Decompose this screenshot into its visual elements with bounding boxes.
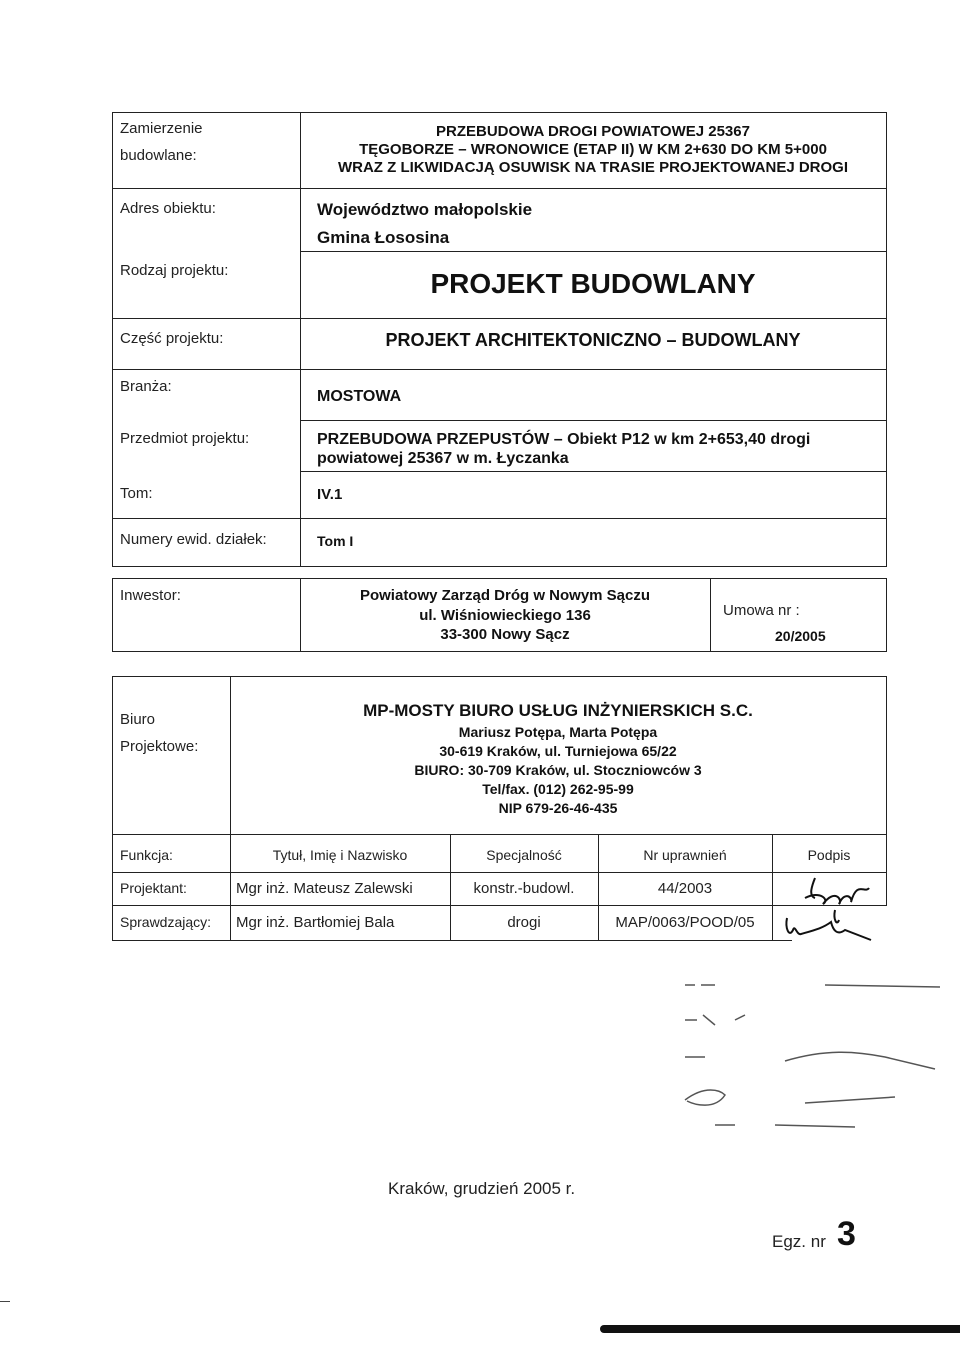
czesc-label: Część projektu: [120,330,224,347]
staff-header-spec: Specjalność [486,847,562,863]
project-title-line-1: PRZEBUDOWA DROGI POWIATOWEJ 25367 [436,123,750,140]
czesc-value: PROJEKT ARCHITEKTONICZNO – BUDOWLANY [385,330,801,350]
staff-row-2-name: Mgr inż. Bartłomiej Bala [236,914,395,931]
numery-value: Tom I [317,533,354,549]
investor-line-3: 33-300 Nowy Sącz [440,626,570,643]
staff-row-2-funkcja: Sprawdzający: [120,914,212,930]
edge-mark [0,1301,10,1302]
branza-label: Branża: [120,378,172,395]
office-name: MP-MOSTY BIURO USŁUG INŻYNIERSKICH S.C. [363,701,753,720]
staff-header-name: Tytuł, Imię i Nazwisko [272,847,408,863]
staff-row-2-spec: drogi [507,914,541,931]
zamierzenie-label-2: budowlane: [120,147,197,164]
investor-line-2: ul. Wiśniowieckiego 136 [419,607,591,624]
umowa-value: 20/2005 [775,628,826,644]
staff-header-funkcja: Funkcja: [120,847,173,863]
umowa-label: Umowa nr : [723,602,800,619]
investor-line-1: Powiatowy Zarząd Dróg w Nowym Sączu [359,587,651,604]
official-stamp [675,965,945,1135]
adres-line-1: Województwo małopolskie [317,200,533,219]
staff-row-1-nr: 44/2003 [657,880,713,897]
adres-label: Adres obiektu: [120,200,216,217]
office-line-1: Mariusz Potępa, Marta Potępa [458,724,658,740]
przedmiot-line-1: PRZEBUDOWA PRZEPUSTÓW – Obiekt P12 w km 2+653,40 drogi [317,431,811,448]
rodzaj-label: Rodzaj projektu: [120,262,229,279]
copy-label: Egz. nr [772,1232,826,1251]
rodzaj-value: PROJEKT BUDOWLANY [430,268,756,299]
staff-row-1-funkcja: Projektant: [120,880,187,896]
przedmiot-label: Przedmiot projektu: [120,430,250,447]
przedmiot-line-2: powiatowej 25367 w m. Łyczanka [317,450,569,467]
scan-edge-bar [600,1325,960,1333]
tom-label: Tom: [120,485,153,502]
branza-value: MOSTOWA [317,388,402,405]
investor-label: Inwestor: [120,587,181,604]
copy-number: 3 [837,1215,856,1253]
office-label-1: Biuro [120,711,156,728]
tom-value: IV.1 [317,486,343,503]
office-label-2: Projektowe: [120,738,199,755]
project-title-line-2: TĘGOBORZE – WRONOWICE (ETAP II) W KM 2+630 DO KM 5+000 [359,141,827,158]
office-line-4: Tel/fax. (012) 262-95-99 [482,781,634,797]
adres-line-2: Gmina Łososina [317,228,450,247]
signature-sprawdzajacy [775,900,885,945]
office-line-2: 30-619 Kraków, ul. Turniejowa 65/22 [439,743,677,759]
zamierzenie-label-1: Zamierzenie [120,120,203,137]
staff-header-podpis: Podpis [807,847,851,863]
staff-row-1-spec: konstr.-budowl. [473,880,575,897]
staff-header-nr: Nr uprawnień [643,847,727,863]
office-line-3: BIURO: 30-709 Kraków, ul. Stoczniowców 3 [414,762,702,778]
place-date: Kraków, grudzień 2005 r. [388,1179,576,1198]
office-line-5: NIP 679-26-46-435 [498,800,618,816]
staff-row-1-name: Mgr inż. Mateusz Zalewski [236,880,413,897]
staff-row-2-nr: MAP/0063/POOD/05 [615,914,755,931]
project-title-line-3: WRAZ Z LIKWIDACJĄ OSUWISK NA TRASIE PROJEKTOWANEJ DROGI [337,159,848,176]
numery-label: Numery ewid. działek: [120,531,267,548]
